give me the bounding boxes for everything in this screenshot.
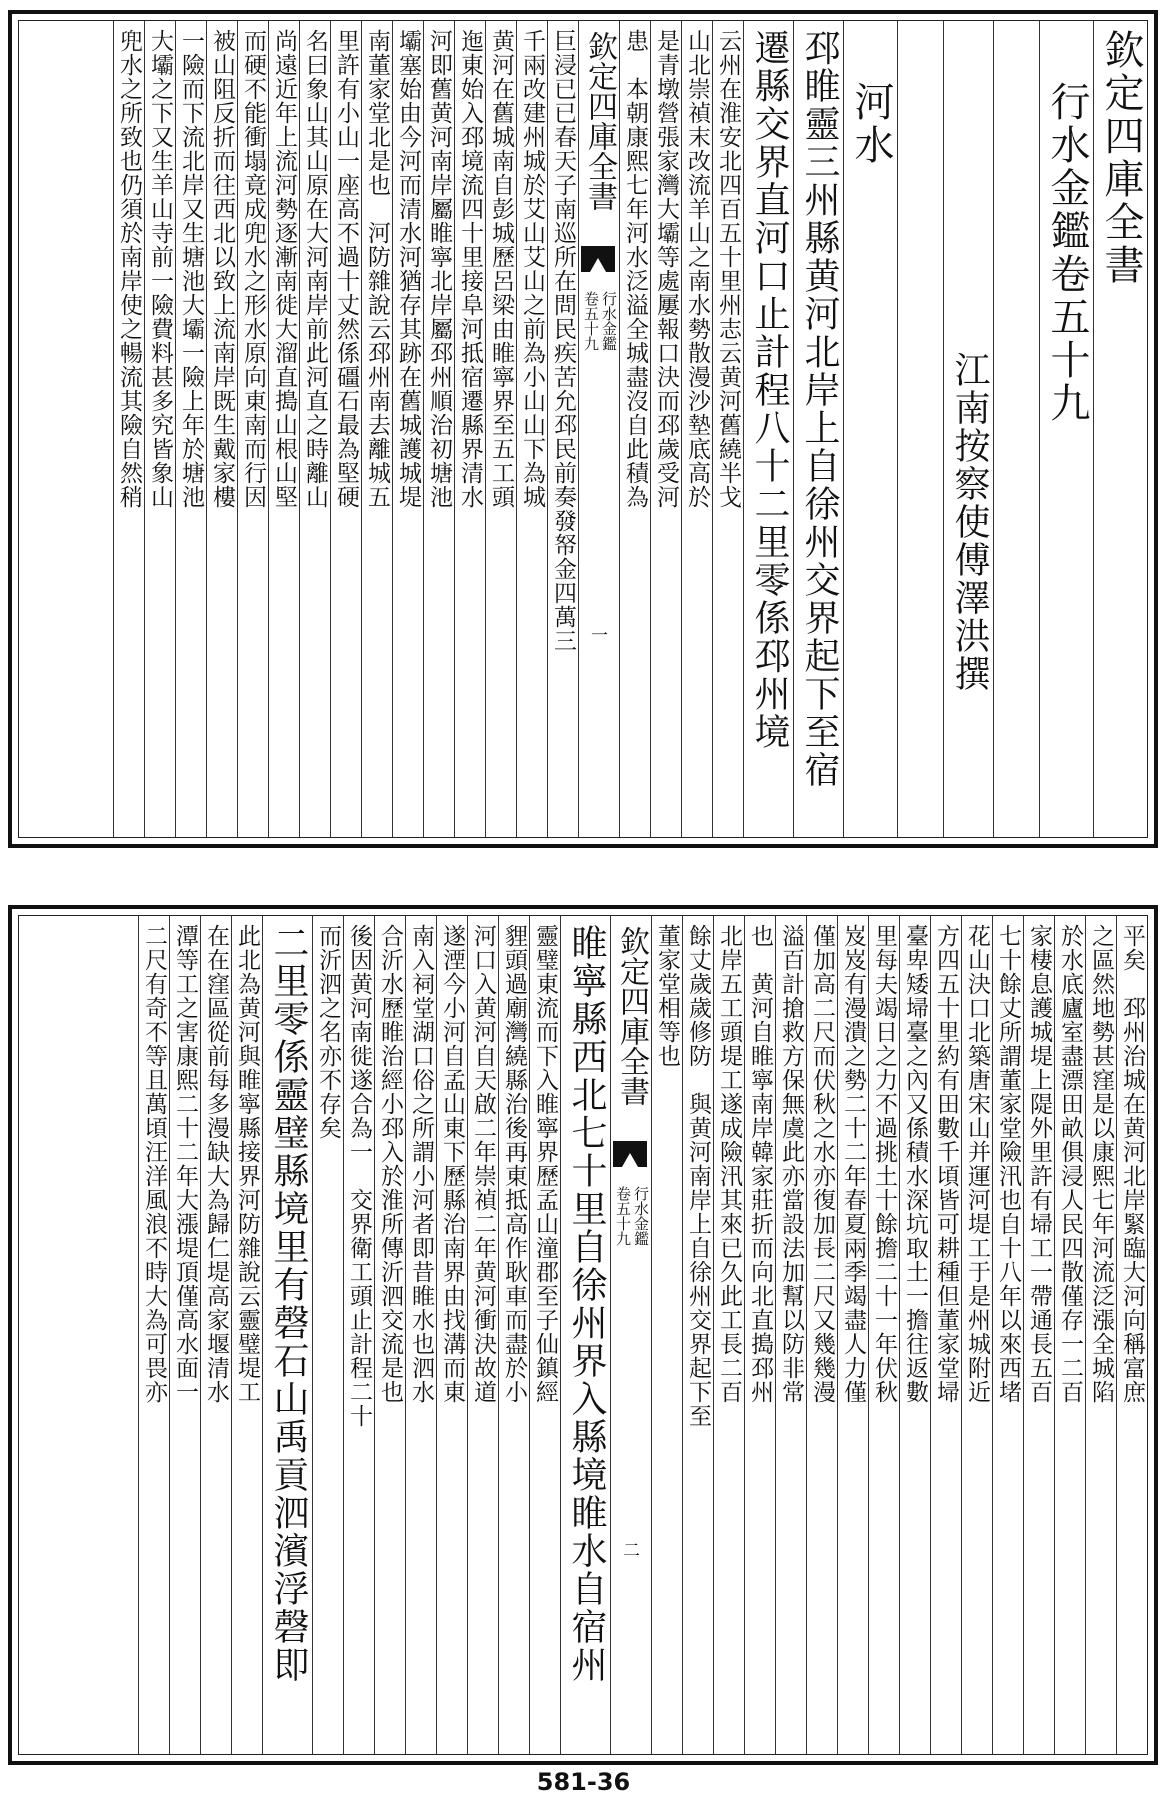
center-volume: 卷五十九: [582, 291, 600, 351]
top-page: [8, 10, 1158, 848]
commentary-column: 此北為黄河與睢寧縣接界河防雜說云靈璧堤工: [231, 916, 262, 1754]
commentary-column: 巨浸已已春天子南巡所在問民疾苦允邳民前奏發帑金四萬三: [547, 21, 578, 837]
commentary-column: 河口入黄河自天啟二年崇禎二年黄河衝決故道: [467, 916, 498, 1754]
commentary-column: 方四五十里約有田數千頃皆可耕種但董家堂埽: [930, 916, 961, 1754]
commentary-column: 迤東始入邳境流四十里接阜河抵宿遷縣界清水: [454, 21, 485, 837]
bottom-columns: [19, 916, 1147, 1754]
commentary-column: 被山阻反折而往西北以致上流南岸既生戴家樓: [206, 21, 237, 837]
commentary-column: 黄河在舊城南自彭城歷呂梁由睢寧界至五工頭: [485, 21, 516, 837]
commentary-column: 也 黄河自睢寧南岸韓家莊折而向北直搗邳州: [744, 916, 775, 1754]
page-footer-number: 581-36: [536, 1768, 631, 1796]
center-volume: 卷五十九: [614, 1186, 632, 1246]
commentary-column: 於水底廬室盡漂田畝俱浸人民四散僅存一二百: [1054, 916, 1085, 1754]
commentary-column: 溢百計搶救方保無虞此亦當設法加幫以防非常: [775, 916, 806, 1754]
center-title: 欽定四庫全書: [614, 926, 649, 1106]
commentary-column: 僅加高二尺而伏秋之水亦復加長二尺又幾幾漫: [806, 916, 837, 1754]
commentary-column: 兜水之所致也仍須於南岸使之暢流其險自然稍: [113, 21, 144, 837]
commentary-column: 尚遠近年上流河勢逐漸南徙大溜直搗山根山堅: [268, 21, 299, 837]
commentary-column: 後因黄河南徙遂合為一 交界衛工頭止計程二十: [343, 916, 374, 1754]
commentary-column: 而硬不能衝塌竟成兜水之形水原向東南而行因: [237, 21, 268, 837]
commentary-column: 岌岌有漫潰之勢二十二年春夏兩季竭盡人力僅: [837, 916, 868, 1754]
commentary-column: 之區然地勢甚窪是以康熙七年河流泛漲全城陷: [1085, 916, 1116, 1754]
commentary-column: 壩塞始由今河而清水河猶存其跡在舊城護城堤: [392, 21, 423, 837]
commentary-column: 貍頭過廟灣繞縣治後再東抵高作耿車而盡於小: [498, 916, 529, 1754]
commentary-column: 而沂泗之名亦不存矣: [312, 916, 343, 1754]
top-columns: [19, 21, 1147, 837]
main-text-column: 邳睢靈三州縣黄河北岸上自徐州交界起下至宿: [793, 21, 843, 837]
commentary-column: 是青墩營張家灣大壩等處屢報口決而邳歲受河: [650, 21, 681, 837]
commentary-column: 北岸五工頭堤工遂成險汛其來已久此工長二百: [713, 916, 744, 1754]
top-page-frame: [18, 20, 1148, 838]
center-book-name: 行水金鑑: [600, 291, 618, 351]
blank-column: [897, 21, 943, 837]
author-column: 江南按察使傅澤洪撰: [943, 21, 993, 837]
commentary-column: 遂湮今小河自孟山東下歷縣治南界由找溝而東: [436, 916, 467, 1754]
main-text-column: 二里零係靈璧縣境里有磬石山禹貢泗濱浮磬即: [262, 916, 312, 1754]
commentary-column: 二尺有奇不等且萬頃汪洋風浪不時大為可畏亦: [138, 916, 169, 1754]
commentary-column: 大壩之下又生羊山寺前一險費料甚多究皆象山: [144, 21, 175, 837]
commentary-column: 患 本朝康熙七年河水泛溢全城盡沒自此積為: [619, 21, 650, 837]
section-heading-column: 河水: [843, 21, 897, 837]
commentary-column: 合沂水歷睢治經小邳入於淮所傳沂泗交流是也: [374, 916, 405, 1754]
volume-title-column: 行水金鑑卷五十九: [1039, 21, 1093, 837]
commentary-column: 臺卑矮埽臺之內又係積水深坑取土一擔往返數: [899, 916, 930, 1754]
main-text-column: 遷縣交界直河口止計程八十二里零係邳州境: [743, 21, 793, 837]
commentary-column: 云州在淮安北四百五十里州志云黄河舊繞半戈: [712, 21, 743, 837]
commentary-column: 靈璧東流而下入睢寧界歷孟山潼郡至子仙鎮經: [529, 916, 560, 1754]
commentary-column: 董家堂相等也: [651, 916, 682, 1754]
center-fold-column: [578, 21, 619, 837]
center-book-name: 行水金鑑: [632, 1186, 650, 1246]
commentary-column: 千兩改建州城於艾山艾山之前為小山山下為城: [516, 21, 547, 837]
bottom-page: [8, 905, 1158, 1765]
center-title: 欽定四庫全書: [582, 31, 617, 211]
commentary-column: 平矣 邳州治城在黄河北岸緊臨大河向稱富庶: [1116, 916, 1147, 1754]
commentary-column: 里許有小山一座高不過十丈然係礓石最為堅硬: [330, 21, 361, 837]
commentary-column: 家棲息護城堤上隄外里許有埽工一帶通長五百: [1023, 916, 1054, 1754]
commentary-column: 河即舊黄河南岸屬睢寧北岸屬邳州順治初塘池: [423, 21, 454, 837]
commentary-column: 山北崇禎末改流羊山之南水勢散漫沙墊底高於: [681, 21, 712, 837]
commentary-column: 南入祠堂湖口俗之所謂小河者即昔睢水也泗水: [405, 916, 436, 1754]
commentary-column: 潭等工之害康熙二十二年大漲堤頂僅高水面一: [169, 916, 200, 1754]
commentary-column: 名曰象山其山原在大河南岸前此河直之時離山: [299, 21, 330, 837]
commentary-column: 七十餘丈所謂董家堂險汛也自十八年以來西堵: [992, 916, 1023, 1754]
bottom-page-frame: [18, 915, 1148, 1755]
main-text-column: 睢寧縣西北七十里自徐州界入縣境睢水自宿州: [560, 916, 610, 1754]
commentary-column: 南董家堂北是也 河防雜說云邳州南去離城五: [361, 21, 392, 837]
blank-column: [993, 21, 1039, 837]
page-number: 一: [591, 626, 608, 646]
center-fold-column: [610, 916, 651, 1754]
fish-tail-mark-icon: [581, 246, 615, 272]
commentary-column: 里每夫竭日之力不過挑土十餘擔二十一年伏秋: [868, 916, 899, 1754]
commentary-column: 在在窪區從前每多漫缺大為歸仁堤高家堰清水: [200, 916, 231, 1754]
page-number: 二: [623, 1541, 640, 1561]
commentary-column: 餘丈歲歲修防 與黄河南岸上自徐州交界起下至: [682, 916, 713, 1754]
book-title-column: 欽定四庫全書: [1093, 21, 1147, 837]
commentary-column: 一險而下流北岸又生塘池大壩一險上年於塘池: [175, 21, 206, 837]
fish-tail-mark-icon: [613, 1141, 647, 1167]
commentary-column: 花山決口北築唐宋山并運河堤工于是州城附近: [961, 916, 992, 1754]
